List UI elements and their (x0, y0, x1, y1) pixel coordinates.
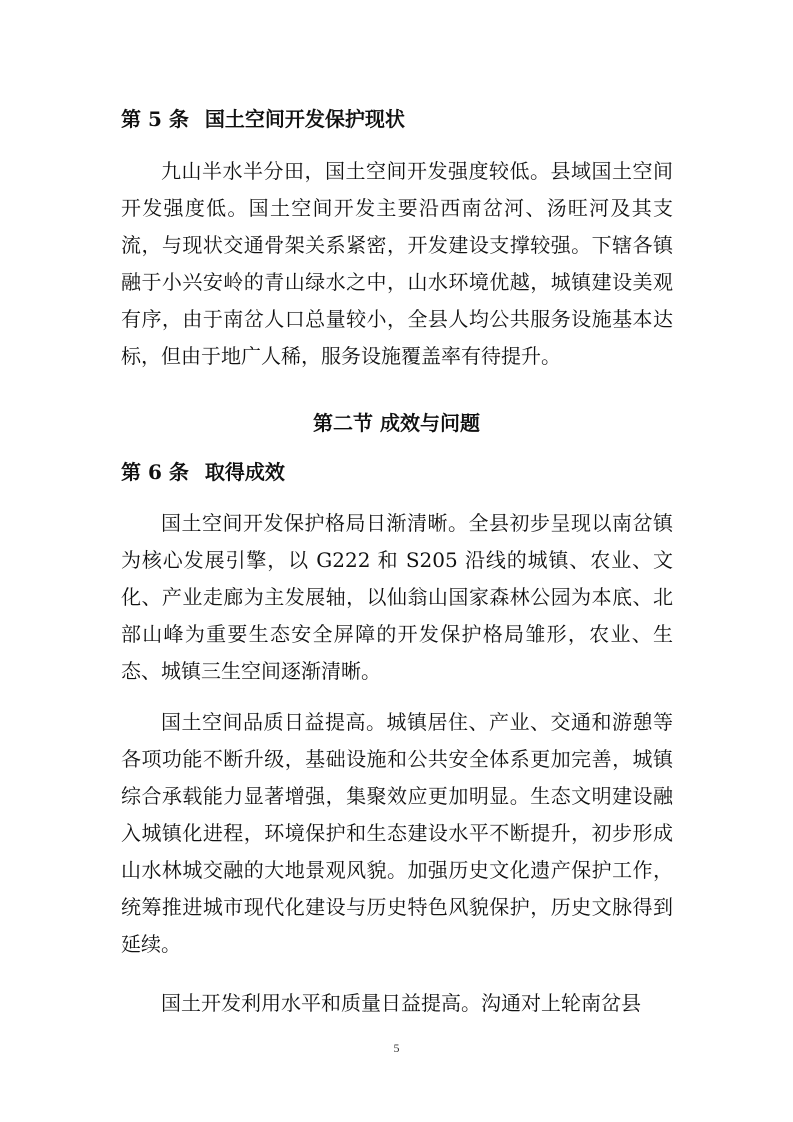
article-5-paragraph-1: 九山半水半分田，国土空间开发强度较低。县域国土空间开发强度低。国土空间开发主要沿西南岔河、汤旺河及其支流，与现状交通骨架关系紧密，开发建设支撑较强。下辖各镇融于小兴安岭的青山绿水之中，山水环境优越，城镇建设美观有序，由于南岔人口总量较小，全县人均公共服务设施基本达标，但由于地广人稀，服务设施覆盖率有待提升。 (121, 159, 673, 368)
page-number: 5 (393, 1041, 400, 1055)
article-5-label: 第 5 条 (121, 107, 189, 131)
article-6-paragraph-2: 国土空间品质日益提高。城镇居住、产业、交通和游憩等各项功能不断升级，基础设施和公共安全体系更加完善，城镇综合承载能力显著增强，集聚效应更加明显。生态文明建设融入城镇化进程，环境保护和生态建设水平不断提升，初步形成山水林城交融的大地景观风貌。加强历史文化遗产保护工作，统筹推进城市现代化建设与历史特色风貌保护，历史文脉得到延续。 (121, 710, 673, 956)
article-5-heading (121, 104, 405, 134)
article-5-title: 国土空间开发保护现状 (204, 107, 405, 131)
article-6-label: 第 6 条 (121, 460, 189, 484)
section-heading: 第二节 成效与问题 (313, 411, 480, 435)
article-6-title: 取得成效 (204, 460, 285, 484)
article-6-heading (121, 457, 285, 487)
article-6-paragraph-1: 国土空间开发保护格局日渐清晰。全县初步呈现以南岔镇为核心发展引擎，以 G222 和 S205 沿线的城镇、农业、文化、产业走廊为主发展轴，以仙翁山国家森林公园为本底、北部山峰为重要生态安全屏障的开发保护格局雏形，农业、生态、城镇三生空间逐渐清晰。 (121, 511, 673, 683)
article-6-paragraph-3: 国土开发利用水平和质量日益提高。沟通对上轮南岔县 (161, 991, 641, 1015)
